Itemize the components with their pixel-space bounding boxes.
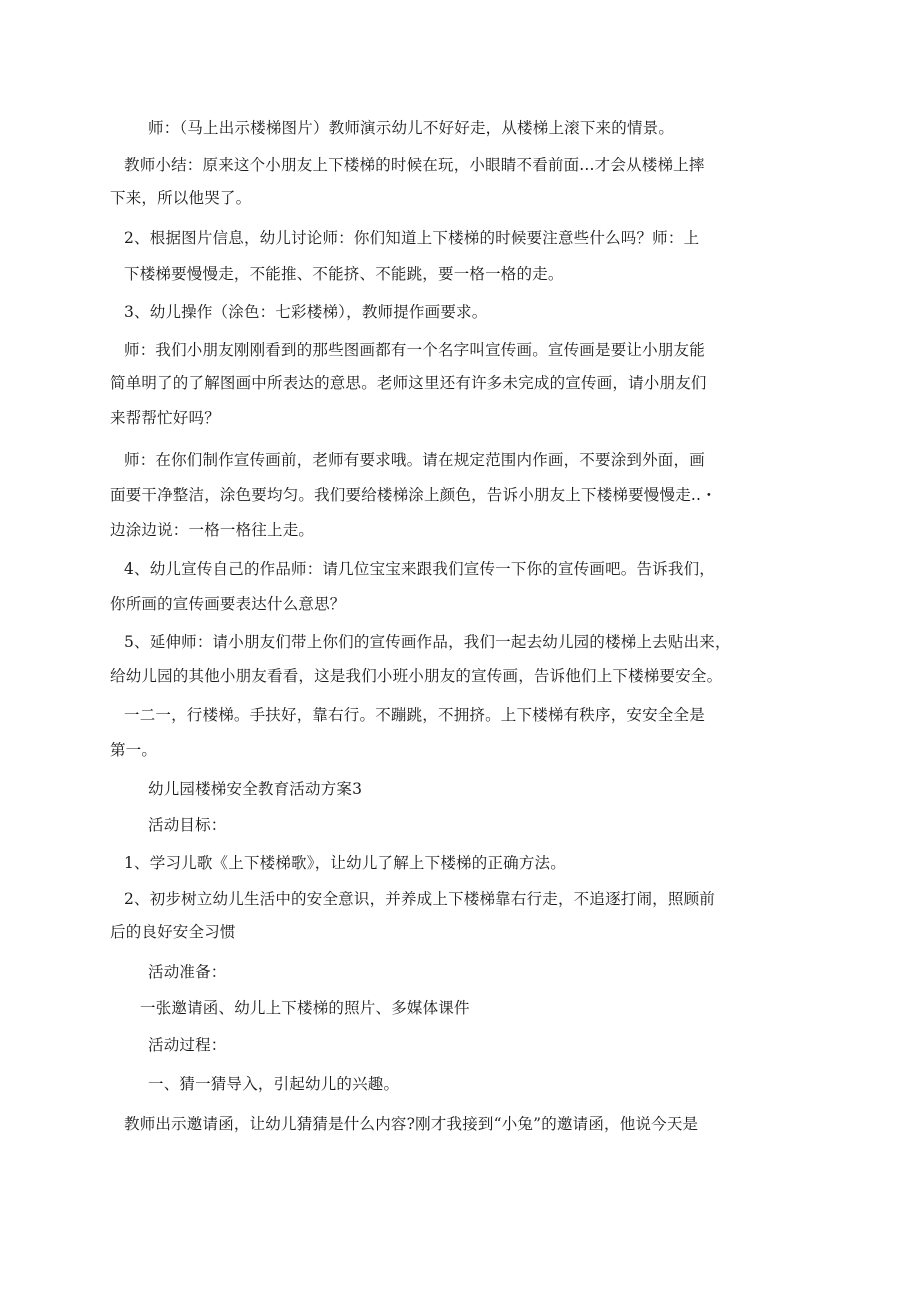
- paragraph-line: 4、幼儿宣传自己的作品师：请几位宝宝来跟我们宣传一下你的宣传画吧。告诉我们，: [124, 560, 715, 578]
- paragraph-line: 师：在你们制作宣传画前，老师有要求哦。请在规定范围内作画，不要涂到外面，画: [124, 451, 705, 469]
- paragraph-line: 2、初步树立幼儿生活中的安全意识，并养成上下楼梯靠右行走，不追逐打闹，照顾前: [124, 890, 715, 908]
- paragraph-line: 来帮帮忙好吗？: [110, 409, 220, 427]
- paragraph-line: 下楼梯要慢慢走，不能推、不能挤、不能跳，要一格一格的走。: [124, 265, 564, 283]
- paragraph-line: 你所画的宣传画要表达什么意思？: [110, 595, 346, 613]
- paragraph-line: 2、根据图片信息，幼儿讨论师：你们知道上下楼梯的时候要注意些什么吗？师：上: [124, 229, 700, 247]
- paragraph-line: 活动目标：: [148, 816, 227, 834]
- paragraph-line: 下来，所以他哭了。: [110, 189, 252, 207]
- paragraph-line: 给幼儿园的其他小朋友看看，这是我们小班小朋友的宣传画，告诉他们上下楼梯要安全。: [110, 667, 723, 685]
- section-heading: 幼儿园楼梯安全教育活动方案3: [148, 780, 363, 798]
- paragraph-line: 1、学习儿歌《上下楼梯歌》，让幼儿了解上下楼梯的正确方法。: [124, 854, 566, 872]
- paragraph-line: 后的良好安全习惯: [110, 923, 236, 941]
- paragraph-line: 5、延伸师：请小朋友们带上你们的宣传画作品，我们一起去幼儿园的楼梯上去贴出来，: [124, 633, 731, 651]
- paragraph-line: 活动过程：: [148, 1036, 227, 1054]
- paragraph-line: 3、幼儿操作（涂色：七彩楼梯），教师提作画要求。: [124, 303, 488, 321]
- paragraph-line: 师：（马上出示楼梯图片）教师演示幼儿不好好走，从楼梯上滚下来的情景。: [148, 119, 675, 137]
- paragraph-line: 活动准备：: [148, 963, 227, 981]
- paragraph-line: 教师小结：原来这个小朋友上下楼梯的时候在玩，小眼睛不看前面...才会从楼梯上摔: [124, 156, 705, 174]
- paragraph-line: 面要干净整洁，涂色要均匀。我们要给楼梯涂上颜色，告诉小朋友上下楼梯要慢慢走..・: [110, 486, 717, 504]
- paragraph-line: 一、猜一猜导入，引起幼儿的兴趣。: [148, 1075, 400, 1093]
- paragraph-line: 第一。: [110, 741, 158, 759]
- paragraph-line: 一二一，行楼梯。手扶好，靠右行。不蹦跳，不拥挤。上下楼梯有秩序，安安全全是: [124, 706, 705, 724]
- paragraph-line: 简单明了的了解图画中所表达的意思。老师这里还有许多未完成的宣传画，请小朋友们: [110, 374, 707, 392]
- paragraph-line: 师：我们小朋友刚刚看到的那些图画都有一个名字叫宣传画。宣传画是要让小朋友能: [124, 341, 705, 359]
- paragraph-line: 边涂边说：一格一格往上走。: [110, 521, 315, 539]
- paragraph-line: 一张邀请函、幼儿上下楼梯的照片、多媒体课件: [140, 999, 470, 1017]
- paragraph-line: 教师出示邀请函，让幼儿猜猜是什么内容?刚才我接到“小兔”的邀请函，他说今天是: [124, 1115, 699, 1133]
